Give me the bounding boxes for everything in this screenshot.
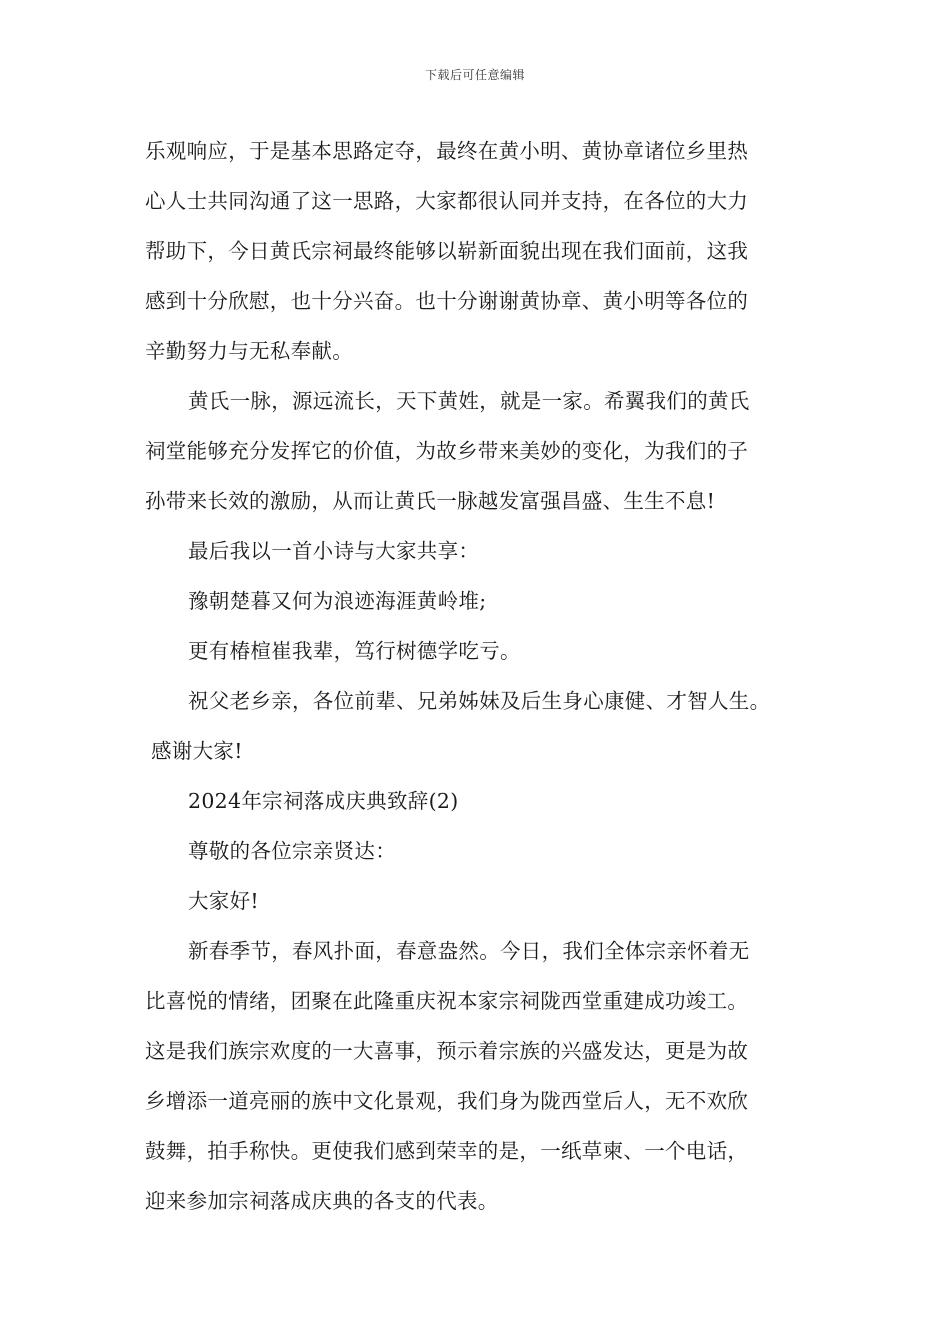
text-line: 心人士共同沟通了这一思路，大家都很认同并支持，在各位的大力 [145, 189, 749, 213]
text-line: 孙带来长效的激励，从而让黄氏一脉越发富强昌盛、生生不息! [145, 489, 716, 513]
text-line: 迎来参加宗祠落成庆典的各支的代表。 [145, 1189, 499, 1213]
text-line: 最后我以一首小诗与大家共享： [188, 539, 480, 563]
text-line: 帮助下，今日黄氏宗祠最终能够以崭新面貌出现在我们面前，这我 [145, 239, 749, 263]
text-line: 比喜悦的情绪，团聚在此隆重庆祝本家宗祠陇西堂重建成功竣工。 [145, 989, 749, 1013]
greeting: 大家好! [188, 889, 259, 913]
poem-line: 豫朝楚暮又何为浪迹海涯黄岭堆; [188, 589, 487, 613]
text-line: 辛勤努力与无私奉献。 [145, 339, 353, 363]
text-line: 乡增添一道亮丽的族中文化景观，我们身为陇西堂后人，无不欢欣 [145, 1089, 749, 1113]
salutation: 尊敬的各位宗亲贤达： [188, 839, 396, 863]
document-body [145, 126, 845, 1226]
text-line: 乐观响应，于是基本思路定夺，最终在黄小明、黄协章诸位乡里热 [145, 139, 749, 163]
text-line: 祝父老乡亲，各位前辈、兄弟姊妹及后生身心康健、才智人生。 [188, 689, 771, 713]
text-line: 黄氏一脉，源远流长，天下黄姓，就是一家。希翼我们的黄氏 [188, 389, 750, 413]
text-line: 祠堂能够充分发挥它的价值，为故乡带来美妙的变化，为我们的子 [145, 439, 749, 463]
text-line: 新春季节，春风扑面，春意盎然。今日，我们全体宗亲怀着无 [188, 939, 750, 963]
text-line: 感到十分欣慰，也十分兴奋。也十分谢谢黄协章、黄小明等各位的 [145, 289, 749, 313]
text-line: 鼓舞，拍手称快。更使我们感到荣幸的是，一纸草柬、一个电话， [145, 1139, 749, 1163]
text-line: 感谢大家! [151, 739, 243, 763]
page-header-note: 下载后可任意编辑 [424, 68, 525, 82]
poem-line: 更有椿楦崔我辈，笃行树德学吃亏。 [188, 639, 521, 663]
text-line: 这是我们族宗欢度的一大喜事，预示着宗族的兴盛发达，更是为故 [145, 1039, 749, 1063]
section-title: 2024年宗祠落成庆典致辞(2) [188, 789, 459, 813]
